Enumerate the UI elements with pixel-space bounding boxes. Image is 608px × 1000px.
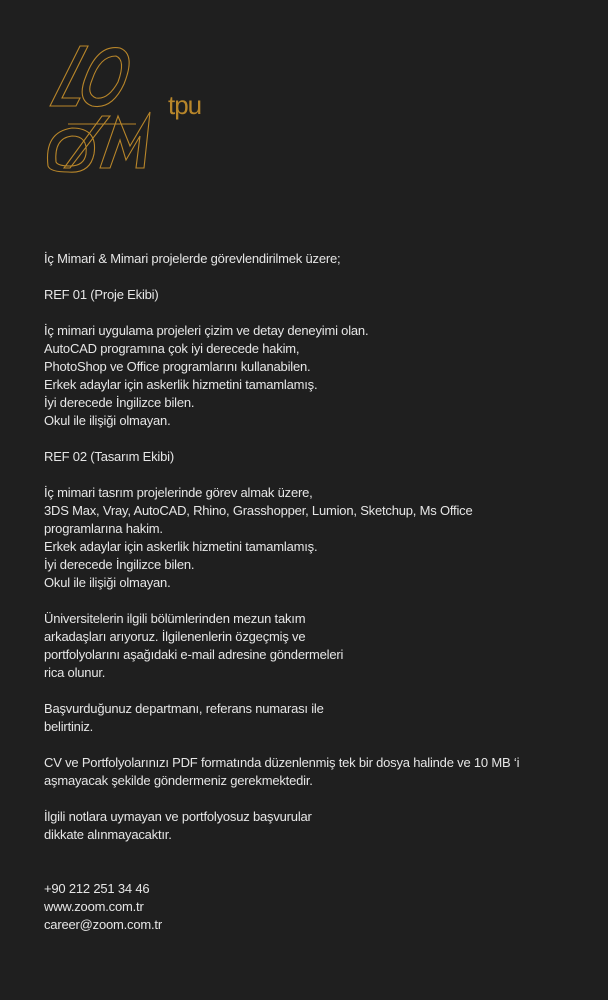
job-posting [44,250,584,934]
graduates-line: rica olunur. [44,665,106,680]
notes-line: dikkate alınmayacaktır. [44,827,172,842]
notes-paragraph [44,808,584,844]
ref02-line: Okul ile ilişiği olmayan. [44,575,171,590]
ref02-line: 3DS Max, Vray, AutoCAD, Rhino, Grasshopper, Lumion, Sketchup, Ms Office [44,503,473,518]
ref01-line: Erkek adaylar için askerlik hizmetini tamamlamış. [44,377,318,392]
ref02-requirements [44,484,584,592]
department-line: belirtiniz. [44,719,94,734]
graduates-line: Üniversitelerin ilgili bölümlerinden mezun takım [44,611,306,626]
graduates-line: arkadaşları arıyoruz. İlgilenenlerin özgeçmiş ve [44,629,306,644]
ref01-title: REF 01 (Proje Ekibi) [44,287,159,302]
ref02-title: REF 02 (Tasarım Ekibi) [44,449,174,464]
contact-info [44,880,584,934]
department-paragraph [44,700,584,736]
ref02-line: programlarına hakim. [44,521,163,536]
ref02-line: Erkek adaylar için askerlik hizmetini tamamlamış. [44,539,318,554]
ref01-line: AutoCAD programına çok iyi derecede hakim, [44,341,300,356]
email-link[interactable]: career@zoom.com.tr [44,917,162,932]
notes-line: İlgili notlara uymayan ve portfolyosuz başvurular [44,809,312,824]
phone-number: +90 212 251 34 46 [44,881,150,896]
ref02-line: İyi derecede İngilizce bilen. [44,557,195,572]
graduates-paragraph [44,610,584,682]
ref01-line: İç mimari uygulama projeleri çizim ve detay deneyimi olan. [44,323,369,338]
cv-line: CV ve Portfolyolarınızı PDF formatında düzenlenmiş tek bir dosya halinde ve 10 MB ‘i [44,755,520,770]
graduates-line: portfolyolarını aşağıdaki e-mail adresine göndermeleri [44,647,344,662]
ref01-line: PhotoShop ve Office programlarını kullanabilen. [44,359,311,374]
ref01-line: Okul ile ilişiği olmayan. [44,413,171,428]
ref02-line: İç mimari tasrım projelerinde görev almak üzere, [44,485,313,500]
ref01-line: İyi derecede İngilizce bilen. [44,395,195,410]
cv-paragraph [44,754,584,790]
website-link[interactable]: www.zoom.com.tr [44,899,144,914]
intro-paragraph [44,250,584,268]
ref02-heading [44,448,584,466]
ref01-heading [44,286,584,304]
department-line: Başvurduğunuz departmanı, referans numarası ile [44,701,324,716]
ref01-requirements [44,322,584,430]
cv-line: aşmayacak şekilde göndermeniz gerekmektedir. [44,773,313,788]
intro-text: İç Mimari & Mimari projelerde görevlendirilmek üzere; [44,251,341,266]
zoom-logo [40,36,220,176]
logo-suffix: tpu [168,90,202,120]
